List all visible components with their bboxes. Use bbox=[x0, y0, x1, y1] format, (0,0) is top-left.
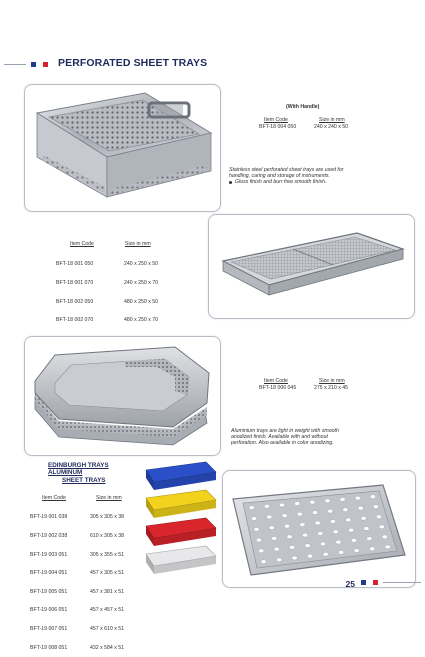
s4-row-code: BFT-19 006 051 bbox=[30, 607, 68, 614]
perforation-hole bbox=[320, 542, 325, 546]
s2-row-size: 240 x 250 x 50 bbox=[124, 261, 159, 268]
perforation-hole bbox=[261, 560, 266, 564]
s4-row-size: 457 x 457 x 51 bbox=[90, 607, 125, 614]
tray-with-handle-image bbox=[25, 85, 220, 211]
perforation-hole bbox=[330, 520, 335, 524]
page-title: PERFORATED SHEET TRAYS bbox=[58, 57, 208, 69]
s4-row-size: 457 x 305 x 51 bbox=[90, 570, 125, 577]
s1-bullet-text: Gloss finish and burr free smooth finish. bbox=[235, 179, 327, 186]
s1-header-item-code: Item Code bbox=[264, 117, 288, 123]
s3-description-line-3: perforation. Also available in color anodizing. bbox=[231, 440, 334, 447]
perforation-hole bbox=[325, 499, 330, 503]
perforation-hole bbox=[295, 502, 300, 506]
perforation-hole bbox=[339, 551, 344, 555]
perforation-hole bbox=[308, 554, 313, 558]
s3-row-code: BFT-18 006 045 bbox=[259, 385, 297, 391]
footer-red-square bbox=[373, 580, 378, 585]
perforation-hole bbox=[361, 516, 366, 520]
s3-description-line-2: anodized finish. Available with and without bbox=[231, 434, 328, 441]
s4-row-size: 305 x 305 x 38 bbox=[90, 514, 125, 521]
s4-row-size: 457 x 610 x 51 bbox=[90, 626, 125, 633]
perforation-hole bbox=[249, 506, 254, 510]
perforation-hole bbox=[292, 556, 297, 560]
perforation-hole bbox=[277, 558, 282, 562]
s2-row-code: BFT-18 001 050 bbox=[56, 261, 94, 268]
perforated-flat-tray-image bbox=[223, 471, 415, 587]
perforation-hole bbox=[285, 524, 290, 528]
perforation-hole bbox=[290, 546, 295, 550]
s2-row-size: 480 x 250 x 70 bbox=[124, 317, 159, 324]
image-frame-perforated-flat-tray bbox=[222, 470, 416, 588]
perforation-hole bbox=[264, 504, 269, 508]
bullet-icon bbox=[229, 181, 232, 184]
s4-row-code: BFT-19 004 051 bbox=[30, 570, 68, 577]
perforation-hole bbox=[318, 532, 323, 536]
s4-row-size: 432 x 584 x 51 bbox=[90, 644, 125, 651]
edinburgh-title-line-1: EDINBURGH TRAYS ALUMINUM bbox=[48, 462, 109, 477]
s4-row-code: BFT-19 003 051 bbox=[30, 551, 68, 558]
perforation-hole bbox=[364, 527, 369, 531]
perforation-hole bbox=[333, 530, 338, 534]
perforation-hole bbox=[346, 518, 351, 522]
s1-row-size: 240 x 240 x 50 bbox=[314, 124, 349, 130]
footer-rule bbox=[383, 582, 421, 583]
perforation-hole bbox=[254, 527, 259, 531]
perforation-hole bbox=[373, 505, 378, 509]
flat-mesh-tray-image bbox=[209, 215, 414, 318]
perforation-hole bbox=[328, 509, 333, 513]
s2-row-code: BFT-18 001 070 bbox=[56, 280, 94, 287]
page-number: 25 bbox=[345, 579, 355, 589]
s3-row-size: 275 x 210 x 45 bbox=[314, 385, 349, 391]
perforation-hole bbox=[358, 506, 363, 510]
s2-row-size: 480 x 250 x 50 bbox=[124, 298, 159, 305]
s1-description-line-2: handling, caring and storage of instruments. bbox=[229, 173, 330, 180]
perforation-hole bbox=[367, 537, 372, 541]
perforation-hole bbox=[370, 547, 375, 551]
perforation-hole bbox=[355, 496, 360, 500]
s4-row-code: BFT-19 008 051 bbox=[30, 644, 68, 651]
perforation-hole bbox=[351, 539, 356, 543]
s1-bullet-item bbox=[229, 179, 413, 185]
header-red-square bbox=[43, 62, 48, 67]
s2-row-size: 240 x 250 x 70 bbox=[124, 280, 159, 287]
s3-header-item-code: Item Code bbox=[264, 378, 288, 384]
perforation-hole bbox=[349, 528, 354, 532]
s4-header-item-code: Item Code bbox=[42, 495, 66, 501]
s4-row-size: 305 x 355 x 51 bbox=[90, 551, 125, 558]
perforation-hole bbox=[302, 533, 307, 537]
s2-header-size: Size in mm bbox=[125, 241, 151, 247]
image-frame-flat-tray bbox=[208, 214, 415, 319]
s4-header-size: Size in mm bbox=[96, 495, 122, 501]
perforation-hole bbox=[340, 498, 345, 502]
header-rule bbox=[4, 64, 26, 65]
perforation-hole bbox=[267, 515, 272, 519]
perforation-hole bbox=[305, 544, 310, 548]
perforation-hole bbox=[282, 514, 287, 518]
s3-header-size: Size in mm bbox=[319, 378, 345, 384]
s4-row-size: 457 x 381 x 51 bbox=[90, 588, 125, 595]
edinburgh-title-line-2: SHEET TRAYS bbox=[62, 476, 106, 484]
perforation-hole bbox=[376, 515, 381, 519]
octagonal-aluminium-tray-image bbox=[25, 337, 220, 455]
s1-description bbox=[229, 167, 413, 186]
perforation-hole bbox=[274, 547, 279, 551]
perforation-hole bbox=[300, 523, 305, 527]
perforation-hole bbox=[343, 508, 348, 512]
edinburgh-section-title bbox=[48, 462, 138, 484]
s3-description bbox=[231, 428, 411, 447]
perforation-hole bbox=[382, 535, 387, 539]
perforation-hole bbox=[269, 526, 274, 530]
s4-sizes bbox=[90, 502, 124, 657]
perforation-hole bbox=[379, 525, 384, 529]
perforation-hole bbox=[385, 545, 390, 549]
s2-header-item-code: Item Code bbox=[70, 241, 94, 247]
handle-tray-subtitle: (With Handle) bbox=[286, 104, 320, 110]
s1-description-line-1: Stainless steel perforated sheet trays are used for bbox=[229, 167, 344, 173]
perforation-hole bbox=[272, 537, 277, 541]
colored-trays-svg bbox=[140, 458, 218, 580]
perforation-hole bbox=[259, 549, 264, 553]
perforation-hole bbox=[323, 552, 328, 556]
perforation-hole bbox=[297, 512, 302, 516]
colored-trays-image bbox=[140, 458, 218, 580]
s4-row-code: BFT-19 002 038 bbox=[30, 533, 68, 540]
image-frame-octagonal-tray bbox=[24, 336, 221, 456]
s1-row-code: BFT-18 004 050 bbox=[259, 124, 297, 130]
header-blue-square bbox=[31, 62, 36, 67]
s4-row-code: BFT-19 001 038 bbox=[30, 514, 68, 521]
s2-row-code: BFT-18 002 050 bbox=[56, 298, 94, 305]
footer-blue-square bbox=[361, 580, 366, 585]
s4-codes bbox=[30, 502, 67, 657]
s2-row-code: BFT-18 002 070 bbox=[56, 317, 94, 324]
image-frame-handle-tray bbox=[24, 84, 221, 212]
perforation-hole bbox=[370, 495, 375, 499]
perforation-hole bbox=[252, 517, 257, 521]
s4-row-size: 610 x 305 x 38 bbox=[90, 533, 125, 540]
perforation-hole bbox=[354, 549, 359, 553]
perforation-hole bbox=[310, 500, 315, 504]
perforation-hole bbox=[336, 540, 341, 544]
perforation-hole bbox=[312, 511, 317, 515]
perforation-hole bbox=[287, 535, 292, 539]
s4-row-code: BFT-19 007 051 bbox=[30, 626, 68, 633]
perforation-hole bbox=[279, 503, 284, 507]
perforation-hole bbox=[315, 521, 320, 525]
s1-header-size: Size in mm bbox=[319, 117, 345, 123]
s3-description-line-1: Aluminium trays are light in weight with smooth bbox=[231, 428, 339, 434]
perforation-hole bbox=[256, 538, 261, 542]
s4-row-code: BFT-19 005 051 bbox=[30, 588, 68, 595]
